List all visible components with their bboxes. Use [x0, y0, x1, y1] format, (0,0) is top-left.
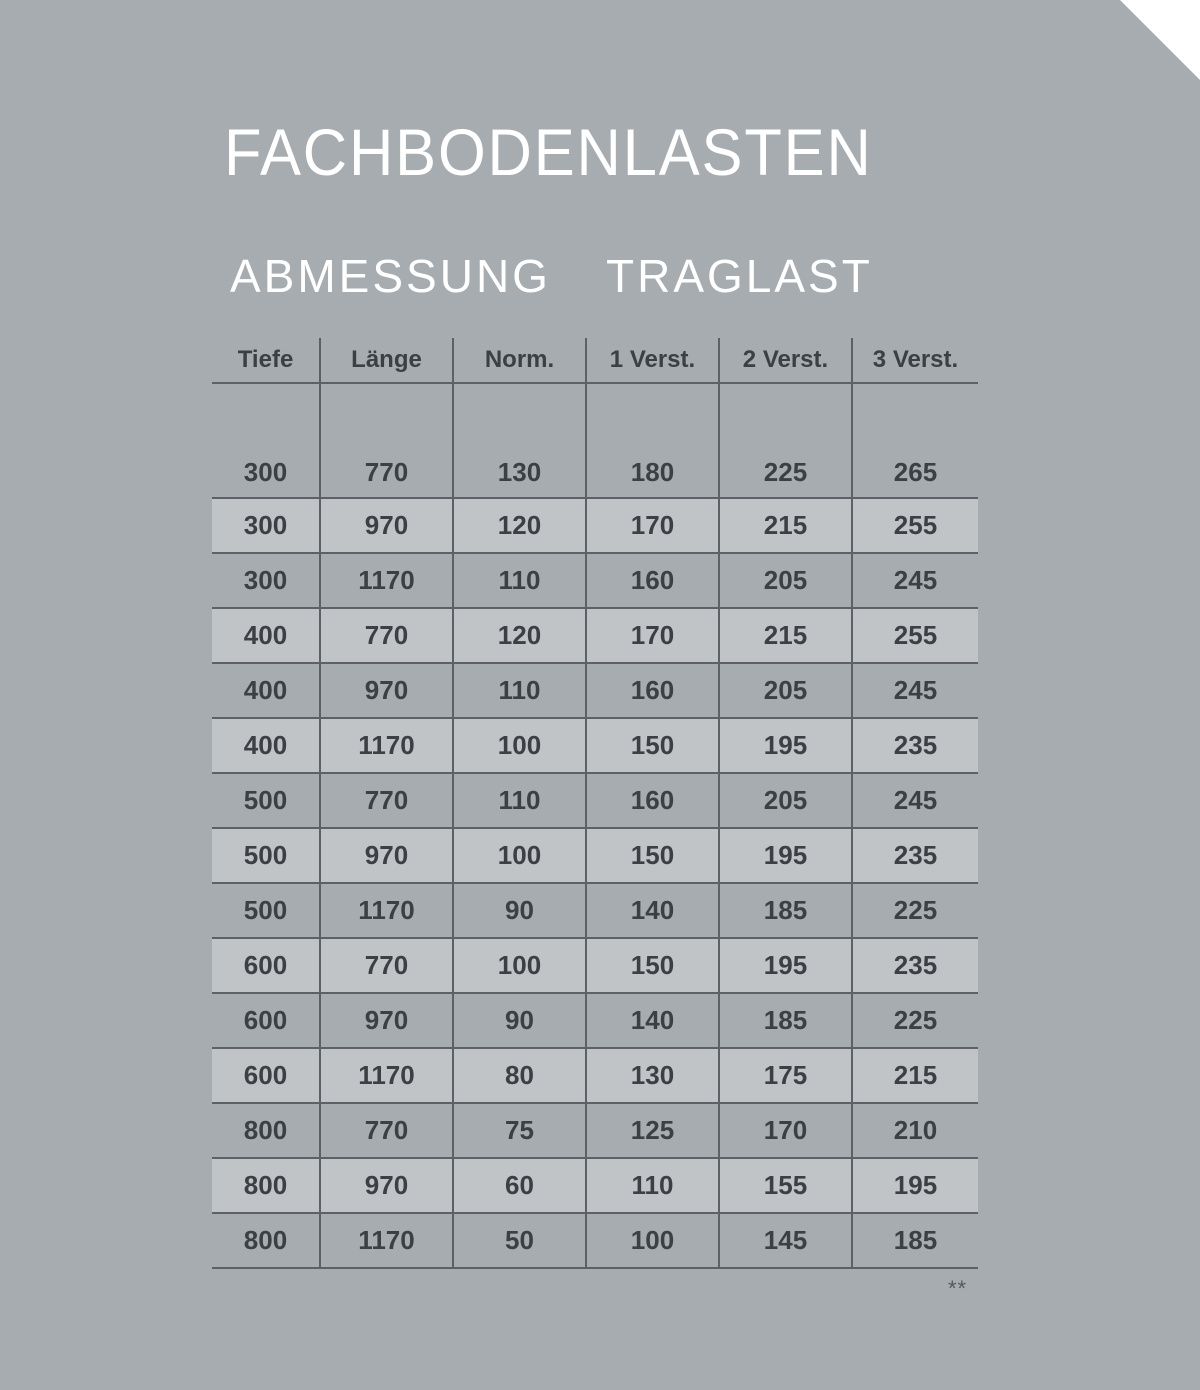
table-cell: 160 — [586, 663, 719, 718]
table-cell: 155 — [719, 1158, 852, 1213]
table-cell: 100 — [453, 718, 586, 773]
table-cell: 130 — [586, 1048, 719, 1103]
table-cell: 100 — [586, 1213, 719, 1268]
table-row — [212, 1158, 978, 1213]
column-header-norm: Norm. — [453, 338, 586, 383]
table-row — [212, 498, 978, 553]
table-cell: 210 — [852, 1103, 978, 1158]
table-row — [212, 773, 978, 828]
table-body — [212, 383, 978, 1268]
table-cell: 150 — [586, 938, 719, 993]
table-cell: 800 — [212, 1103, 320, 1158]
column-header-tiefe: Tiefe — [212, 338, 320, 383]
table-cell: 770 — [320, 773, 453, 828]
table-cell: 170 — [586, 608, 719, 663]
table-cell: 160 — [586, 773, 719, 828]
table-row — [212, 883, 978, 938]
column-header-3-verst: 3 Verst. — [852, 338, 978, 383]
table-cell: 195 — [852, 1158, 978, 1213]
table-cell: 970 — [320, 663, 453, 718]
column-header-2-verst: 2 Verst. — [719, 338, 852, 383]
table-cell: 185 — [719, 993, 852, 1048]
table-row — [212, 993, 978, 1048]
table-cell: 400 — [212, 663, 320, 718]
table-cell: 970 — [320, 498, 453, 553]
table-cell: 245 — [852, 773, 978, 828]
table-cell: 600 — [212, 1048, 320, 1103]
table-cell: 800 — [212, 1158, 320, 1213]
table-cell: 215 — [852, 1048, 978, 1103]
table-cell: 800 — [212, 1213, 320, 1268]
table-cell: 770 — [320, 608, 453, 663]
table-cell: 120 — [453, 498, 586, 553]
table-cell: 1170 — [320, 553, 453, 608]
table-cell: 195 — [719, 828, 852, 883]
table-header-row — [212, 338, 978, 383]
shelf-load-table — [212, 338, 978, 1269]
table-row — [212, 718, 978, 773]
subheading-dimensions: ABMESSUNG — [230, 250, 551, 302]
table-cell: 300 — [212, 498, 320, 553]
table-cell: 215 — [719, 498, 852, 553]
table-cell: 140 — [586, 883, 719, 938]
table-row — [212, 608, 978, 663]
column-header-1-verst: 1 Verst. — [586, 338, 719, 383]
table-cell: 1170 — [320, 718, 453, 773]
table-cell: 1170 — [320, 1048, 453, 1103]
table-cell: 400 — [212, 608, 320, 663]
table-row — [212, 663, 978, 718]
table-cell: 970 — [320, 1158, 453, 1213]
table-cell: 500 — [212, 883, 320, 938]
table-cell: 1170 — [320, 883, 453, 938]
table-cell: 255 — [852, 608, 978, 663]
table-cell: 500 — [212, 773, 320, 828]
table-row — [212, 828, 978, 883]
table-cell: 125 — [586, 1103, 719, 1158]
table-cell: 600 — [212, 993, 320, 1048]
table-cell: 145 — [719, 1213, 852, 1268]
table-cell: 160 — [586, 553, 719, 608]
table-cell: 60 — [453, 1158, 586, 1213]
table-cell: 770 — [320, 383, 453, 498]
table-cell: 50 — [453, 1213, 586, 1268]
table-cell: 245 — [852, 663, 978, 718]
table-row — [212, 383, 978, 498]
table-cell: 300 — [212, 383, 320, 498]
table-row — [212, 938, 978, 993]
table-cell: 770 — [320, 938, 453, 993]
table-cell: 100 — [453, 938, 586, 993]
table-cell: 400 — [212, 718, 320, 773]
table-cell: 110 — [453, 663, 586, 718]
table-cell: 195 — [719, 718, 852, 773]
table-cell: 970 — [320, 828, 453, 883]
table-cell: 110 — [586, 1158, 719, 1213]
table-cell: 245 — [852, 553, 978, 608]
subheading-load-capacity: TRAGLAST — [606, 250, 873, 302]
table-cell: 110 — [453, 773, 586, 828]
table-cell: 235 — [852, 828, 978, 883]
table-cell: 1170 — [320, 1213, 453, 1268]
table-cell: 195 — [719, 938, 852, 993]
table-cell: 205 — [719, 663, 852, 718]
table-cell: 235 — [852, 718, 978, 773]
table-cell: 225 — [852, 993, 978, 1048]
table-cell: 140 — [586, 993, 719, 1048]
table-cell: 130 — [453, 383, 586, 498]
footnote-marker: ** — [948, 1276, 968, 1301]
table-cell: 170 — [719, 1103, 852, 1158]
table-cell: 150 — [586, 828, 719, 883]
table-cell: 205 — [719, 773, 852, 828]
table-cell: 185 — [719, 883, 852, 938]
table-cell: 500 — [212, 828, 320, 883]
table-cell: 180 — [586, 383, 719, 498]
column-header-laenge: Länge — [320, 338, 453, 383]
table-cell: 185 — [852, 1213, 978, 1268]
table-cell: 255 — [852, 498, 978, 553]
table-cell: 170 — [586, 498, 719, 553]
table-row — [212, 1048, 978, 1103]
table-row — [212, 1103, 978, 1158]
table-cell: 120 — [453, 608, 586, 663]
table-cell: 150 — [586, 718, 719, 773]
table-cell: 300 — [212, 553, 320, 608]
table-row — [212, 553, 978, 608]
table-row — [212, 1213, 978, 1268]
table-cell: 80 — [453, 1048, 586, 1103]
table-cell: 770 — [320, 1103, 453, 1158]
table-cell: 75 — [453, 1103, 586, 1158]
page-title: FACHBODENLASTEN — [224, 115, 873, 189]
table-cell: 205 — [719, 553, 852, 608]
table-cell: 970 — [320, 993, 453, 1048]
table-cell: 215 — [719, 608, 852, 663]
table-cell: 235 — [852, 938, 978, 993]
table-cell: 90 — [453, 993, 586, 1048]
table-cell: 265 — [852, 383, 978, 498]
table-cell: 225 — [852, 883, 978, 938]
table-cell: 225 — [719, 383, 852, 498]
table-cell: 100 — [453, 828, 586, 883]
table-cell: 110 — [453, 553, 586, 608]
table-cell: 600 — [212, 938, 320, 993]
table-cell: 90 — [453, 883, 586, 938]
table-cell: 175 — [719, 1048, 852, 1103]
